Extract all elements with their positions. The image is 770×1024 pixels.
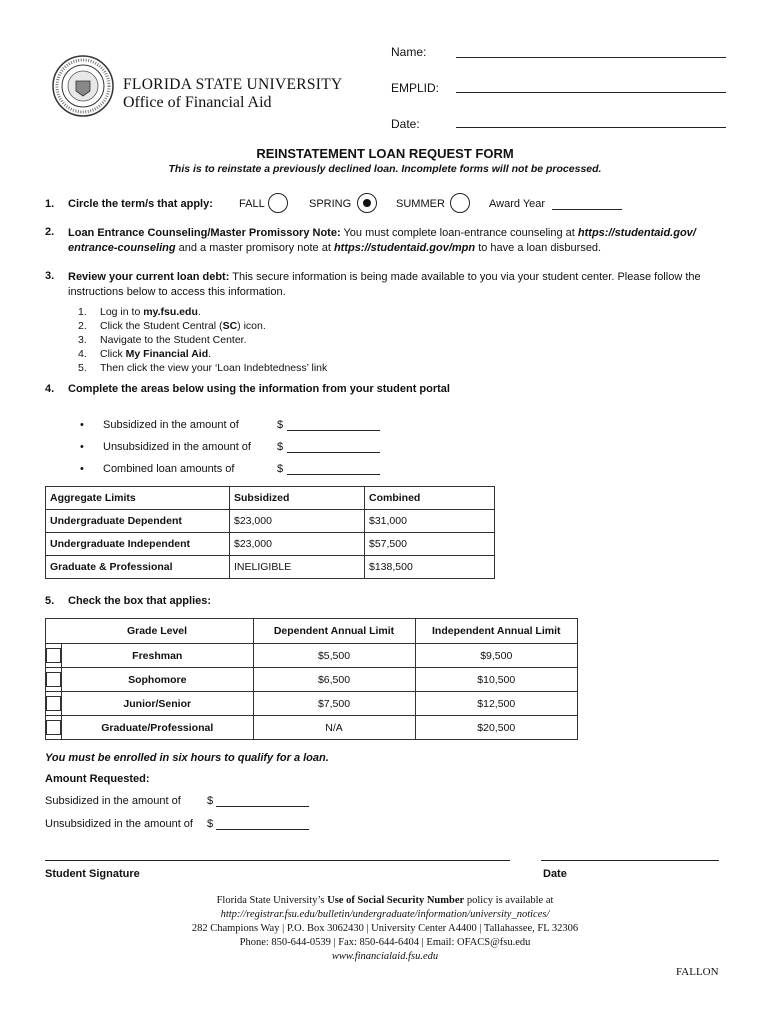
table-header-cell: Combined xyxy=(365,487,495,510)
currency-sign: $ xyxy=(207,795,214,807)
table-cell: $23,000 xyxy=(230,533,365,556)
sophomore-checkbox[interactable] xyxy=(46,672,61,687)
table-cell: $31,000 xyxy=(365,510,495,533)
step-item xyxy=(78,306,327,320)
step-text-end: . xyxy=(197,306,201,318)
table-header-cell: Independent Annual Limit xyxy=(415,619,578,644)
spacer-cell xyxy=(46,619,62,644)
name-field[interactable] xyxy=(456,57,726,58)
table-row xyxy=(46,668,578,692)
website-url[interactable]: www.financialaid.fsu.edu xyxy=(331,951,439,962)
table-cell: $138,500 xyxy=(365,556,495,579)
table-cell: N/A xyxy=(253,716,415,740)
office-name: Office of Financial Aid xyxy=(123,94,272,111)
contact-line: Phone: 850-644-0539 | Fax: 850-644-6404 | Email: OFACS@fsu.edu xyxy=(239,937,531,948)
step-item xyxy=(78,334,327,348)
step-number: 1. xyxy=(78,306,87,318)
bullet: • xyxy=(80,419,84,431)
table-cell: $12,500 xyxy=(415,692,578,716)
table-cell: $6,500 xyxy=(253,668,415,692)
step-text-end: . xyxy=(208,348,212,360)
mpn-url[interactable]: https://studentaid.gov/mpn xyxy=(333,242,476,254)
step-text-end: ) icon. xyxy=(237,320,266,332)
graduate-checkbox[interactable] xyxy=(46,720,61,735)
date-label: Date: xyxy=(391,117,420,131)
table-cell: Graduate/Professional xyxy=(62,716,254,740)
enrollment-note: You must be enrolled in six hours to qualify for a loan. xyxy=(45,752,329,764)
item3-text xyxy=(68,270,728,300)
requested-unsubsidized-field[interactable] xyxy=(216,829,309,830)
item2-text1: You must complete loan-entrance counseling at xyxy=(343,227,575,239)
step-text: Navigate to the Student Center. xyxy=(100,334,247,346)
signature-date-label: Date xyxy=(543,868,567,880)
table-header-cell: Aggregate Limits xyxy=(46,487,230,510)
footer-line1-pre: Florida State University’s xyxy=(216,895,325,906)
item1-number: 1. xyxy=(45,198,55,210)
step-number: 5. xyxy=(78,362,87,374)
item2-text2: and a master promisory note at xyxy=(178,242,331,254)
table-cell: Freshman xyxy=(62,644,254,668)
item2-text3: to have a loan disbursed. xyxy=(478,242,602,254)
step-item xyxy=(78,320,327,334)
checkbox-cell xyxy=(46,692,62,716)
table-cell: Junior/Senior xyxy=(62,692,254,716)
table-header-row xyxy=(46,619,578,644)
table-cell: $7,500 xyxy=(253,692,415,716)
ssn-policy-link[interactable]: Use of Social Security Number xyxy=(327,895,465,906)
student-signature-label: Student Signature xyxy=(45,868,140,880)
counseling-url-part1[interactable]: https://studentaid.gov/ xyxy=(577,227,696,239)
step-number: 4. xyxy=(78,348,87,360)
signature-date-field[interactable] xyxy=(541,860,719,861)
aggregate-limits-table xyxy=(45,486,495,579)
date-field[interactable] xyxy=(456,127,726,128)
step-text: Click the Student Central ( xyxy=(100,320,223,332)
checkbox-cell xyxy=(46,644,62,668)
table-cell: $23,000 xyxy=(230,510,365,533)
table-cell: $5,500 xyxy=(253,644,415,668)
emplid-field[interactable] xyxy=(456,92,726,93)
requested-unsubsidized-label: Unsubsidized in the amount of xyxy=(45,818,193,830)
address-line: 282 Champions Way | P.O. Box 3062430 | University Center A4400 | Tallahassee, FL 32306 xyxy=(191,923,579,934)
ssn-policy-line xyxy=(0,894,770,908)
item2-heading: Loan Entrance Counseling/Master Promissory Note: xyxy=(68,227,341,239)
table-row xyxy=(46,644,578,668)
combined-amount-label: Combined loan amounts of xyxy=(103,463,235,475)
table-row xyxy=(46,533,495,556)
step-number: 3. xyxy=(78,334,87,346)
bullet: • xyxy=(80,463,84,475)
table-cell: $10,500 xyxy=(415,668,578,692)
counseling-url-part2[interactable]: entrance-counseling xyxy=(68,242,176,254)
form-subtitle: This is to reinstate a previously declined loan. Incomplete forms will not be processed. xyxy=(168,163,602,175)
item4-label: Complete the areas below using the information from your student portal xyxy=(68,383,450,395)
item1-label: Circle the term/s that apply: xyxy=(68,198,213,210)
table-cell: $57,500 xyxy=(365,533,495,556)
item3-text-line1: This secure information is being made available to you via your student center. Please follow the xyxy=(232,271,701,283)
unsubsidized-amount-field[interactable] xyxy=(287,452,380,453)
currency-sign: $ xyxy=(277,419,284,431)
name-label: Name: xyxy=(391,45,427,59)
step-emphasis[interactable]: my.fsu.edu xyxy=(143,306,198,318)
step-item xyxy=(78,348,327,362)
table-header-cell: Grade Level xyxy=(62,619,254,644)
unsubsidized-amount-label: Unsubsidized in the amount of xyxy=(103,441,251,453)
currency-sign: $ xyxy=(277,463,284,475)
university-seal xyxy=(52,55,114,117)
table-row xyxy=(46,692,578,716)
table-cell: $9,500 xyxy=(415,644,578,668)
student-signature-field[interactable] xyxy=(45,860,510,861)
table-cell: $20,500 xyxy=(415,716,578,740)
item3-number: 3. xyxy=(45,270,55,282)
login-steps xyxy=(78,306,327,376)
item2-text xyxy=(68,226,728,256)
step-text: Click xyxy=(100,348,126,360)
table-cell: Undergraduate Dependent xyxy=(46,510,230,533)
term-fall-circle[interactable] xyxy=(268,193,288,213)
table-cell: Sophomore xyxy=(62,668,254,692)
item5-number: 5. xyxy=(45,595,55,607)
step-number: 2. xyxy=(78,320,87,332)
award-year-field[interactable] xyxy=(552,209,622,210)
term-summer-circle[interactable] xyxy=(450,193,470,213)
subsidized-amount-field[interactable] xyxy=(287,430,380,431)
step-item xyxy=(78,362,327,376)
grade-level-table xyxy=(45,618,578,740)
table-cell: Graduate & Professional xyxy=(46,556,230,579)
footer-line1-post: policy is available at xyxy=(466,895,554,906)
step-text: Then click the view your ‘Loan Indebtedness’ link xyxy=(100,362,328,374)
table-cell: INELIGIBLE xyxy=(230,556,365,579)
amount-requested-heading: Amount Requested: xyxy=(45,773,150,785)
form-tag: FALLON xyxy=(676,966,719,978)
junior-senior-checkbox[interactable] xyxy=(46,696,61,711)
subsidized-amount-label: Subsidized in the amount of xyxy=(103,419,239,431)
form-title: REINSTATEMENT LOAN REQUEST FORM xyxy=(256,146,514,161)
footer xyxy=(0,894,770,964)
requested-subsidized-field[interactable] xyxy=(216,806,309,807)
item4-number: 4. xyxy=(45,383,55,395)
table-row xyxy=(46,510,495,533)
freshman-checkbox[interactable] xyxy=(46,648,61,663)
registrar-url[interactable]: http://registrar.fsu.edu/bulletin/undergraduate/information/university_notices/ xyxy=(220,909,550,920)
table-row xyxy=(46,556,495,579)
emplid-label: EMPLID: xyxy=(391,81,440,95)
item2-number: 2. xyxy=(45,226,55,238)
table-header-cell: Dependent Annual Limit xyxy=(253,619,415,644)
item3-heading: Review your current loan debt: xyxy=(68,271,230,283)
requested-subsidized-label: Subsidized in the amount of xyxy=(45,795,181,807)
step-text: Log in to xyxy=(100,306,144,318)
bullet: • xyxy=(80,441,84,453)
award-year-label: Award Year xyxy=(489,198,546,210)
table-cell: Undergraduate Independent xyxy=(46,533,230,556)
checkbox-cell xyxy=(46,668,62,692)
step-emphasis: SC xyxy=(222,320,238,332)
table-header-row xyxy=(46,487,495,510)
term-summer-label: SUMMER xyxy=(396,198,445,210)
item5-label: Check the box that applies: xyxy=(68,595,212,607)
university-name: FLORIDA STATE UNIVERSITY xyxy=(123,76,343,93)
table-header-cell: Subsidized xyxy=(230,487,365,510)
checkbox-cell xyxy=(46,716,62,740)
term-spring-circle[interactable] xyxy=(357,193,377,213)
currency-sign: $ xyxy=(207,818,214,830)
item3-text-line2: instructions below to access this information. xyxy=(68,286,286,298)
table-row xyxy=(46,716,578,740)
combined-amount-field[interactable] xyxy=(287,474,380,475)
term-fall-label: FALL xyxy=(239,198,265,210)
term-spring-label: SPRING xyxy=(309,198,352,210)
step-emphasis: My Financial Aid xyxy=(125,348,209,360)
currency-sign: $ xyxy=(277,441,284,453)
